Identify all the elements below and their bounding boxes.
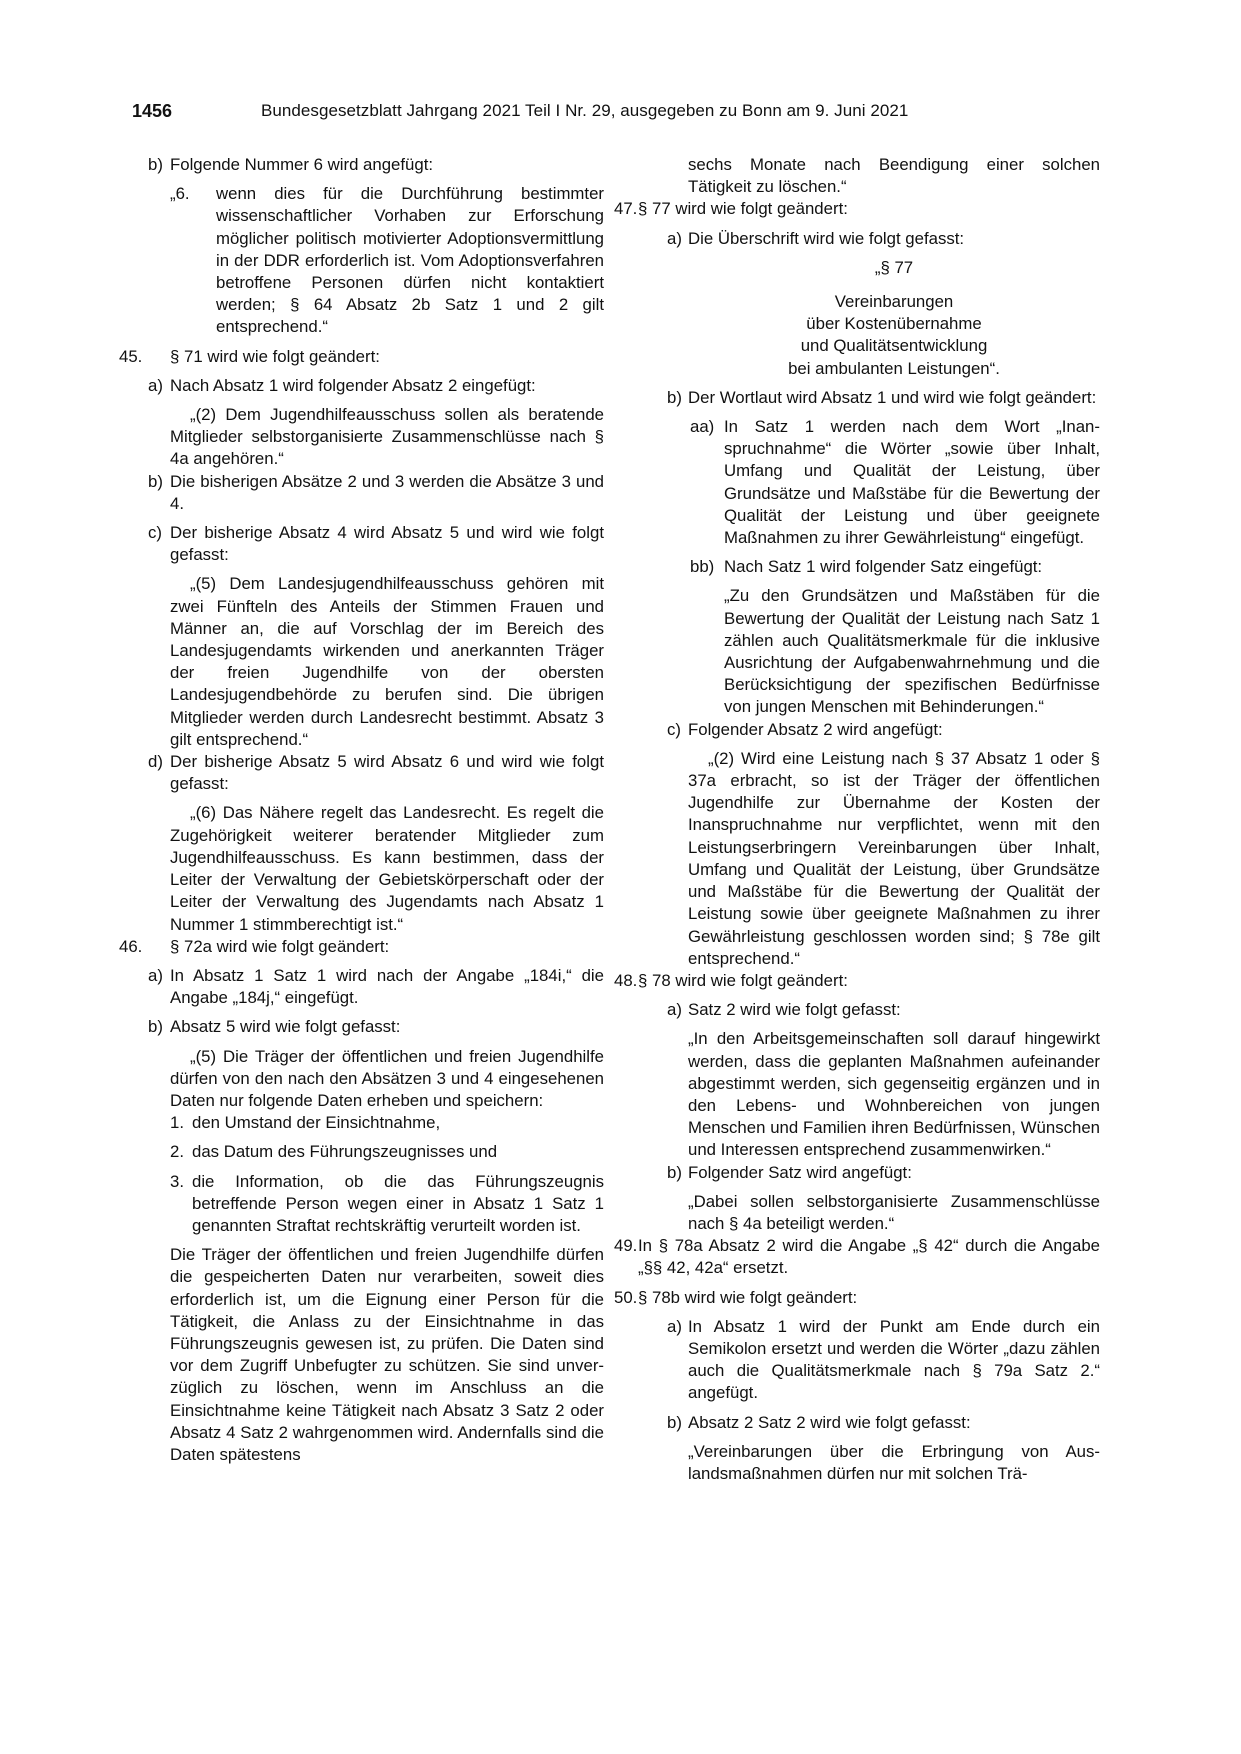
item-label: 47. (614, 199, 638, 219)
item-45a (128, 375, 604, 397)
item-text: Absatz 5 wird wie folgt gefasst: (170, 1017, 401, 1037)
quote-bb: „Zu den Grundsätzen und Maßstäben für die Bewertung der Qualität der Leistung nach Satz 1 zählen auch Qualitätsmerkmale für die inklusive Ausrichtung der Aufgabenwahrnehmung und die Berücksichtigung der spezifischen Bedürfnisse von jungen Menschen mit Behinderungen.“ (724, 586, 1100, 717)
item-text: Absatz 2 Satz 2 wird wie folgt gefasst: (688, 1412, 971, 1432)
item-label: c) (667, 719, 681, 739)
item-text: In Absatz 1 wird der Punkt am Ende durch ein Semikolon ersetzt und werden die Wörter „dazu zählen auch die Qualitätsmerkmale nach § 79a Satz 2.“ angefügt. (688, 1316, 1100, 1403)
item-label: b) (667, 1162, 682, 1182)
item-text: § 78 wird wie folgt geändert: (638, 970, 848, 990)
item-label: 2. (170, 1142, 184, 1162)
list-item-3 (128, 1171, 604, 1238)
item-bb (624, 556, 1100, 578)
item-label: aa) (690, 417, 715, 437)
quote-45c: „(5) Dem Landesjugendhilfeausschuss gehören mit zwei Fünfteln des Anteils der Stimmen Frauen und Männer an, die auf Vorschlag der im Bereich des Landesjugendamts wirkenden und anerkannten Träger der freien Jugendhilfe von der obersten Landesjugendbehörde zu berufen sind. Die übrigen Mitglieder werden durch Landesrecht bestimmt. Absatz 3 gilt entsprechend.“ (170, 574, 604, 749)
item-text: § 71 wird wie folgt geändert: (170, 346, 380, 366)
item-47c (624, 719, 1100, 741)
item-label: b) (148, 155, 163, 174)
item-label: a) (667, 1316, 682, 1336)
item-47b (624, 387, 1100, 409)
item-48b (624, 1162, 1100, 1184)
item-text: Folgende Nummer 6 wird angefügt: (170, 155, 434, 174)
item-label: a) (667, 228, 682, 248)
item-46b (128, 1016, 604, 1038)
item-45c (128, 522, 604, 566)
item-label: „6. (170, 184, 190, 204)
paragraph-46b-after: Die Träger der öffentlichen und freien Jugendhilfe dürfen die gespeicherten Daten nur verarbeiten, soweit dies erforderlich ist, um die Eignung einer Person für die Tätigkeit, die Anlass zu der Einsichtnahme in das Führungszeugnis gewesen ist, zu prüfen. Die Daten sind vor dem Zugriff Unbefugter zu schützen. Sie sind unverzüglich zu löschen, wenn im Anschluss an die Einsichtnahme keine Tätigkeit nach Absatz 3 Satz 2 oder Absatz 4 Satz 2 wahrgenommen wird. Andernfalls sind die Daten spätestens (170, 1245, 604, 1464)
item-text: Satz 2 wird wie folgt gefasst: (688, 1000, 901, 1020)
left-column (119, 154, 604, 1466)
heading-paragraph: „§ 77 (874, 257, 914, 277)
quote-45a: „(2) Dem Jugendhilfeausschuss sollen als beratende Mitglieder selbstorganisierte Zusammenschlüsse nach § 4a angehören.“ (170, 405, 604, 469)
item-num6 (148, 183, 604, 338)
item-label: c) (148, 523, 162, 543)
page-header (132, 100, 978, 124)
item-50b (624, 1412, 1100, 1434)
quote-47c: „(2) Wird eine Leistung nach § 37 Absatz 1 oder § 37a erbracht, so ist der Träger der öffentlichen Jugendhilfe zur Übernahme der Kosten der Inanspruchnahme nur verpflichtet, wenn mit den Leistungserbringern Vereinbarungen über Inhalt, Umfang und Qualität der Leistung, über Grundsätze und Maßstäbe für die Bewertung der Qualität der Leistung sowie über geeignete Maßnahmen zu ihrer Gewährleistung geschlossen worden sind; § 78e gilt entsprechend.“ (688, 748, 1100, 968)
item-text: § 78b wird wie folgt geändert: (638, 1287, 858, 1307)
item-48 (614, 970, 1100, 992)
quote-46b: „(5) Die Träger der öffentlichen und freien Jugendhilfe dürfen von den nach den Absätzen 3 und 4 eingesehenen Daten nur folgende Daten erheben und speichern: (170, 1046, 604, 1110)
item-text: die Information, ob die das Führungszeugnis betreffende Person wegen einer in Absatz 1 Satz 1 genannten Straftat rechtskräftig verurteilt worden ist. (192, 1171, 604, 1235)
item-label: d) (148, 752, 163, 772)
item-label: b) (148, 1017, 163, 1037)
item-text: den Umstand der Einsichtnahme, (192, 1113, 441, 1133)
item-text: § 72a wird wie folgt geändert: (170, 936, 390, 956)
heading-line: bei ambulanten Leistungen“. (788, 358, 1000, 378)
quote-50b: „Vereinbarungen über die Erbringung von Auslandsmaßnahmen dürfen nur mit solchen Trä- (688, 1441, 1100, 1483)
item-label: 45. (119, 346, 143, 366)
item-45d (128, 751, 604, 795)
item-text: Folgender Absatz 2 wird angefügt: (688, 719, 943, 739)
item-label: 48. (614, 970, 638, 990)
item-label: b) (148, 471, 163, 491)
item-text: In Satz 1 werden nach dem Wort „Inanspruchnahme“ die Wörter „sowie über Inhalt, Umfang und Qualität der Leistung, über Grundsätze und Maßstäbe für die Bewertung der Qualität der Leistung und über geeignete Maßnahmen zu ihrer Gewährleistung“ eingefügt. (724, 417, 1100, 548)
item-49 (614, 1235, 1100, 1279)
item-text: Die bisherigen Absätze 2 und 3 werden die Absätze 3 und 4. (170, 471, 604, 513)
item-45 (119, 346, 604, 368)
item-label: 50. (614, 1287, 638, 1307)
item-label: b) (667, 387, 682, 407)
quote-45d: „(6) Das Nähere regelt das Landesrecht. Es regelt die Zugehörigkeit weiterer beratender Mitglieder zum Jugendhilfeausschuss. Es kann bestimmen, dass der Leiter der Verwaltung der Gebietskörperschaft oder der Leiter der Verwaltung des Jugendamts nach Absatz 1 Nummer 1 stimmberechtigt ist.“ (170, 803, 604, 934)
item-47 (614, 198, 1100, 220)
heading-line: Vereinbarungen (834, 292, 954, 312)
list-item-1 (128, 1112, 604, 1134)
item-text: Der bisherige Absatz 5 wird Absatz 6 und wird wie folgt gefasst: (170, 752, 604, 794)
right-column (614, 154, 1100, 1485)
heading-line: über Kostenübernahme (806, 314, 982, 334)
item-46a (128, 965, 604, 1009)
item-text: In § 78a Absatz 2 wird die Angabe „§ 42“ durch die Angabe „§§ 42, 42a“ ersetzt. (638, 1236, 1100, 1278)
item-text: In Absatz 1 Satz 1 wird nach der Angabe „184i,“ die Angabe „184j,“ eingefügt. (170, 965, 604, 1008)
item-46 (119, 936, 604, 958)
item-text: Nach Satz 1 wird folgender Satz eingefügt: (724, 557, 1043, 577)
item-50a (624, 1316, 1100, 1405)
continued-text: sechs Monate nach Beendigung einer solchen Tätigkeit zu löschen.“ (688, 155, 1100, 197)
item-text: Nach Absatz 1 wird folgender Absatz 2 eingefügt: (170, 375, 536, 395)
item-b-intro (148, 154, 604, 176)
quote-48a: „In den Arbeitsgemeinschaften soll darauf hingewirkt werden, dass die geplanten Maßnahmen aufeinander abgestimmt werden, sich gegenseitig ergänzen und in den Lebens- und Wohnbereichen von jungen Menschen und Familien ihren Bedürfnissen, Wünschen und Interessen entsprechend zusammenwirken.“ (688, 1029, 1100, 1160)
item-label: 3. (170, 1171, 184, 1191)
list-item-2 (128, 1141, 604, 1163)
item-text: § 77 wird wie folgt geändert: (638, 199, 848, 219)
item-text: wenn dies für die Durchführung bestimmter wissenschaftlicher Vorhaben zur Erforschung möglicher politisch motivierter Adoptionsvermittlung in der DDR erforderlich ist. Vom Adoptionsverfahren betroffene Personen dürfen nicht kontaktiert werden; § 64 Absatz 2b Satz 1 und 2 gilt entsprechend.“ (216, 184, 604, 337)
item-label: 49. (614, 1236, 638, 1256)
item-text: Folgender Satz wird angefügt: (688, 1162, 912, 1182)
item-text: Die Überschrift wird wie folgt gefasst: (688, 228, 965, 248)
item-label: 1. (170, 1113, 184, 1133)
item-label: bb) (690, 557, 715, 577)
item-text: Der bisherige Absatz 4 wird Absatz 5 und wird wie folgt gefasst: (170, 523, 604, 565)
running-title: Bundesgesetzblatt Jahrgang 2021 Teil I Nr. 29, ausgegeben zu Bonn am 9. Juni 2021 (261, 101, 909, 120)
item-50 (614, 1287, 1100, 1309)
item-aa (624, 416, 1100, 549)
item-label: a) (148, 965, 163, 985)
item-label: a) (667, 1000, 682, 1020)
page-number: 1456 (132, 101, 173, 121)
item-text: Der Wortlaut wird Absatz 1 und wird wie folgt geändert: (688, 387, 1097, 407)
item-47a (624, 228, 1100, 250)
item-label: b) (667, 1412, 682, 1432)
section-heading (624, 257, 1100, 380)
item-label: 46. (119, 936, 143, 956)
heading-line: und Qualitätsentwicklung (800, 336, 988, 356)
item-48a (624, 999, 1100, 1021)
item-45b (128, 471, 604, 515)
item-label: a) (148, 375, 163, 395)
item-text: das Datum des Führungszeugnisses und (192, 1142, 498, 1162)
quote-48b: „Dabei sollen selbstorganisierte Zusammenschlüsse nach § 4a beteiligt werden.“ (688, 1191, 1100, 1233)
